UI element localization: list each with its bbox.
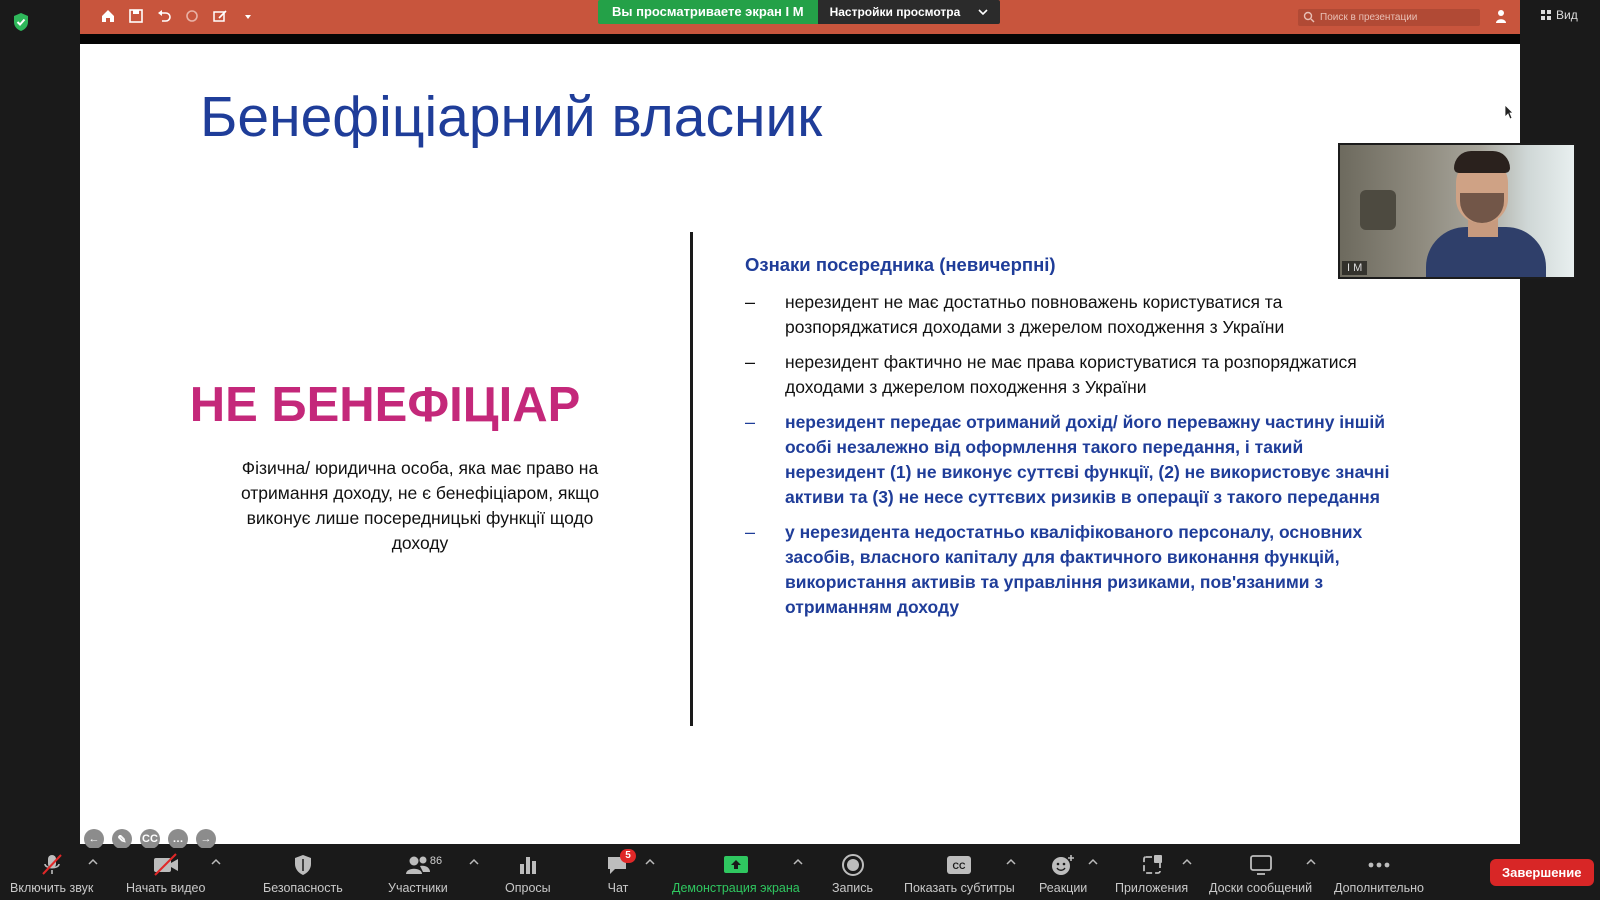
sharing-notice: Вы просматриваете экран I M: [598, 0, 818, 24]
more-button[interactable]: [1334, 852, 1424, 895]
chat-label: Чат: [607, 881, 629, 895]
share-status-pill: [598, 0, 1000, 24]
participants-icon: [404, 853, 432, 877]
intermediary-signs-list: [745, 290, 1405, 630]
list-item: [745, 520, 1405, 620]
speaker-hair: [1454, 151, 1510, 173]
polls-button[interactable]: [505, 852, 551, 895]
chevron-up-icon[interactable]: [645, 858, 655, 866]
smiley-plus-icon: [1050, 853, 1076, 877]
grid-icon: [1540, 9, 1552, 21]
chat-button[interactable]: [604, 852, 632, 895]
shared-slide: [80, 44, 1520, 844]
participants-count: 86: [429, 855, 443, 867]
search-icon: [1303, 11, 1317, 24]
slide-title: Бенефіціарний власник: [200, 85, 823, 149]
bullet-dash: –: [745, 352, 756, 372]
chevron-up-icon[interactable]: [88, 858, 98, 866]
list-item: [745, 410, 1405, 510]
slide-divider: [690, 232, 693, 726]
view-label: Вид: [1556, 8, 1578, 22]
undo-icon[interactable]: [156, 8, 172, 24]
bullet-text: нерезидент не має достатньо повноважень користуватися та розпоряджатися доходами з джерелом походження з України: [785, 292, 1285, 337]
security-button[interactable]: [263, 852, 343, 895]
bullet-text: нерезидент передає отриманий дохід/ його переважну частину іншій особі незалежно від оформлення такого передання, і такий нерезидент (1) не виконує суттєві функції, (2) не використовує значні активи та (3) не несе суттєвих ризиків в операції з такого передання: [785, 412, 1390, 507]
slide-controls: [84, 829, 216, 849]
share-screen-icon: [722, 853, 750, 877]
speaker-video-tile[interactable]: [1338, 143, 1576, 279]
pen-tool-button[interactable]: ✎: [112, 829, 132, 849]
share-screen-label: Демонстрация экрана: [672, 881, 800, 895]
reactions-label: Реакции: [1039, 881, 1088, 895]
closed-captions-icon: [945, 854, 973, 876]
chevron-up-icon[interactable]: [793, 858, 803, 866]
chevron-up-icon[interactable]: [1306, 858, 1316, 866]
search-placeholder: Поиск в презентации: [1320, 12, 1418, 23]
microphone-muted-icon: [39, 852, 65, 878]
ribbon-shadow: [80, 34, 1520, 44]
security-label: Безопасность: [263, 881, 343, 895]
home-icon[interactable]: [100, 8, 116, 24]
shield-icon: [292, 853, 314, 877]
share-screen-button[interactable]: [672, 852, 800, 895]
captions-control-button[interactable]: CC: [140, 829, 160, 849]
record-button[interactable]: [832, 852, 873, 895]
more-options-button[interactable]: …: [168, 829, 188, 849]
meeting-toolbar: [0, 848, 1600, 900]
participants-button[interactable]: [388, 852, 448, 895]
captions-button[interactable]: [904, 852, 1015, 895]
edit-icon[interactable]: [212, 8, 228, 24]
customize-icon[interactable]: [240, 8, 256, 24]
start-video-label: Начать видео: [126, 881, 206, 895]
end-meeting-button[interactable]: Завершение: [1490, 859, 1594, 886]
chevron-up-icon[interactable]: [469, 858, 479, 866]
participants-label: Участники: [388, 881, 448, 895]
not-beneficiary-heading: НЕ БЕНЕФІЦІАР: [189, 378, 581, 432]
next-slide-button[interactable]: →: [196, 829, 216, 849]
intermediary-signs-heading: Ознаки посередника (невичерпні): [745, 254, 1056, 275]
chevron-up-icon[interactable]: [211, 858, 221, 866]
svg-text:CC: CC: [952, 861, 966, 871]
apps-label: Приложения: [1115, 881, 1189, 895]
record-icon: [841, 853, 865, 877]
bullet-text: у нерезидента недостатньо кваліфікованого персоналу, основних засобів, власного капіталу для фактичного виконання функцій, використання активів та управління ризиками, пов'язаними з отриманням доходу: [785, 522, 1363, 617]
unmute-label: Включить звук: [10, 881, 94, 895]
list-item: [745, 290, 1405, 340]
bar-chart-icon: [517, 854, 539, 876]
bullet-dash: –: [745, 522, 756, 542]
bullet-text: нерезидент фактично не має права користуватися та розпоряджатися доходами з джерелом походження з України: [785, 352, 1357, 397]
polls-label: Опросы: [505, 881, 551, 895]
whiteboards-label: Доски сообщений: [1209, 881, 1313, 895]
participant-name-label: I M: [1342, 261, 1367, 275]
ellipsis-icon: [1366, 860, 1392, 870]
record-label: Запись: [832, 881, 874, 895]
user-share-icon[interactable]: [1493, 8, 1509, 24]
bullet-dash: –: [745, 292, 756, 312]
previous-slide-button[interactable]: ←: [84, 829, 104, 849]
apps-icon: [1140, 853, 1164, 877]
chat-unread-badge: 5: [620, 849, 636, 863]
list-item: [745, 350, 1405, 400]
more-label: Дополнительно: [1334, 881, 1424, 895]
unmute-button[interactable]: [10, 852, 93, 895]
whiteboard-icon: [1248, 853, 1274, 877]
chevron-down-icon: [978, 8, 988, 16]
apps-button[interactable]: [1115, 852, 1188, 895]
view-button[interactable]: [1540, 8, 1578, 22]
save-icon[interactable]: [128, 8, 144, 24]
redo-icon[interactable]: [184, 8, 200, 24]
video-lamp: [1360, 190, 1396, 230]
start-video-button[interactable]: [126, 852, 205, 895]
presentation-search-input[interactable]: [1298, 9, 1480, 26]
reactions-button[interactable]: [1039, 852, 1087, 895]
captions-label: Показать субтитры: [904, 881, 1015, 895]
bullet-dash: –: [745, 412, 756, 432]
camera-off-icon: [152, 852, 180, 878]
mouse-pointer-icon: [1504, 104, 1514, 120]
not-beneficiary-description: Фізична/ юридична особа, яка має право на отримання доходу, не є бенефіціаром, якщо виконує лише посередницькі функції щодо доходу: [240, 458, 600, 553]
chevron-up-icon[interactable]: [1006, 858, 1016, 866]
shield-check-icon[interactable]: [12, 12, 30, 32]
view-options-label: Настройки просмотра: [829, 5, 961, 19]
whiteboards-button[interactable]: [1209, 852, 1312, 895]
chevron-up-icon[interactable]: [1088, 858, 1098, 866]
view-options-button[interactable]: [818, 0, 1001, 24]
chevron-up-icon[interactable]: [1182, 858, 1192, 866]
